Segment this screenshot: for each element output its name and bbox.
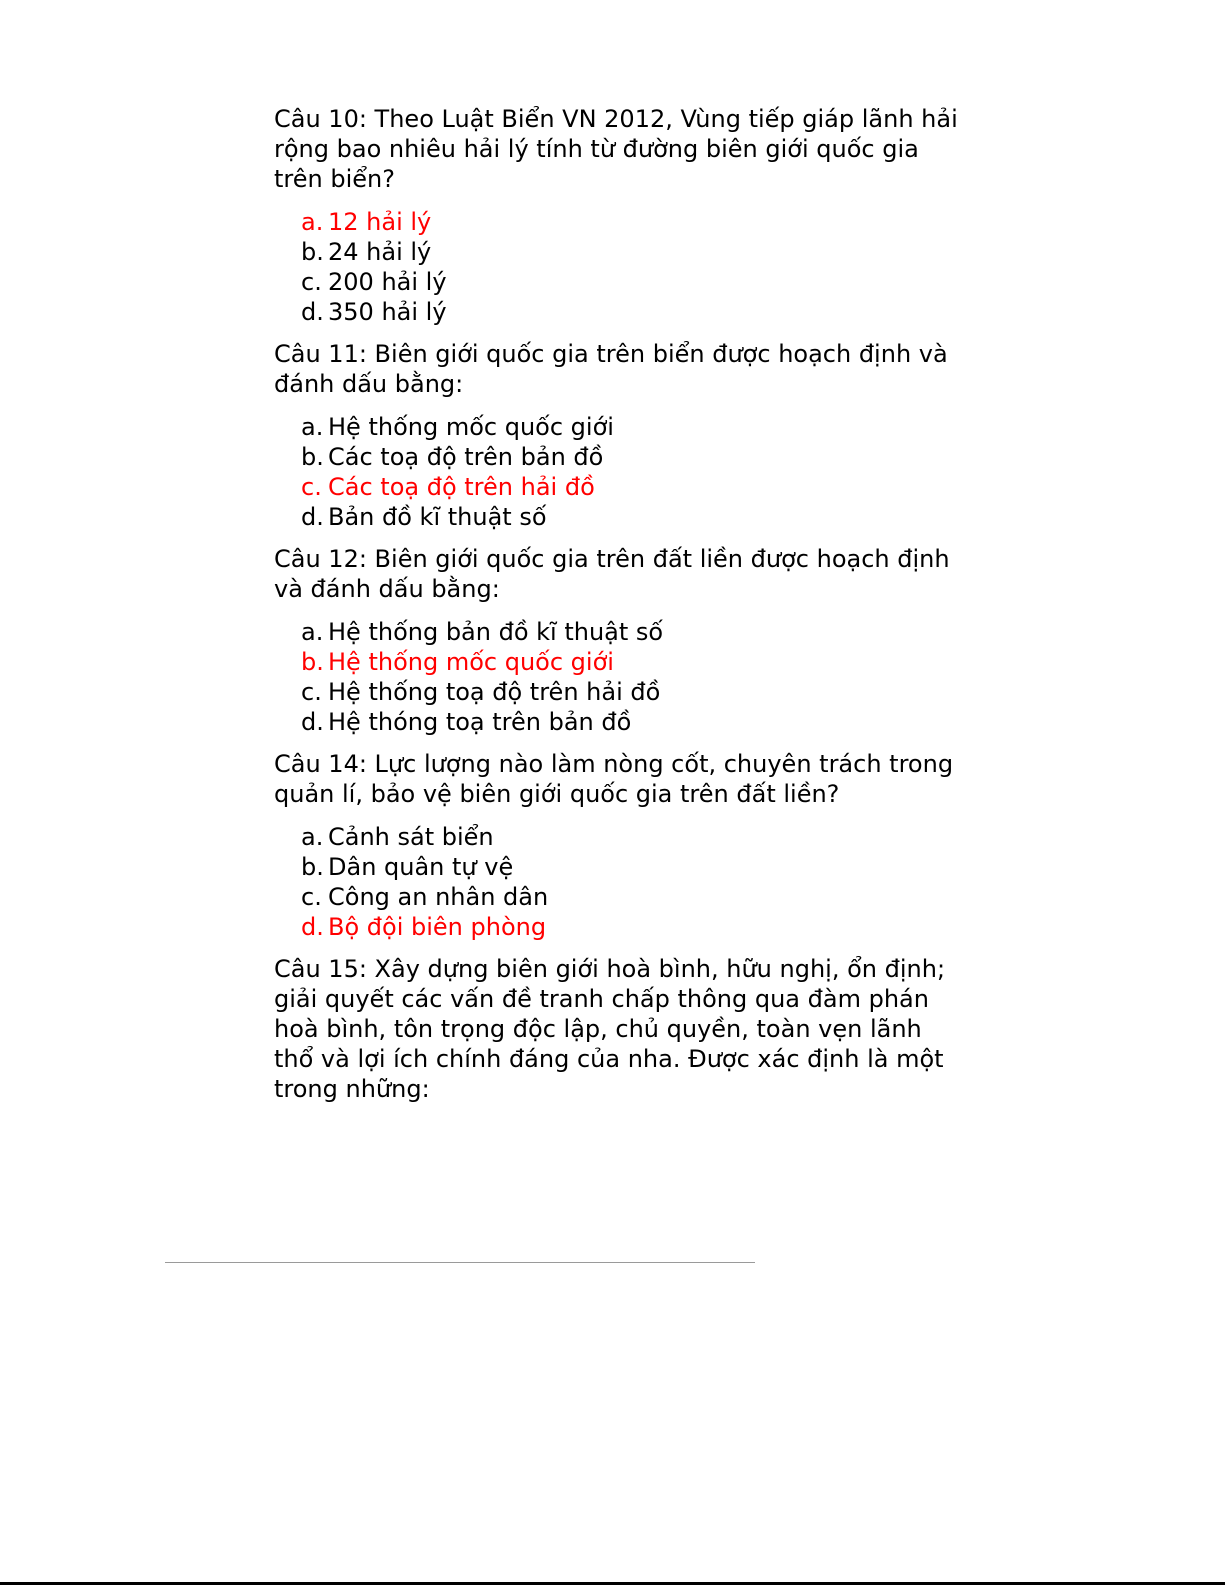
option-letter: b. (301, 648, 324, 676)
option-letter: d. (301, 298, 324, 326)
footer-divider (165, 1262, 755, 1263)
option-text: Các toạ độ trên bản đồ (328, 443, 604, 471)
option-text: Dân quân tự vệ (328, 853, 514, 881)
option-item (301, 412, 964, 442)
option-text: Bản đồ kĩ thuật số (328, 503, 547, 531)
option-letter: b. (301, 443, 324, 471)
option-letter: d. (301, 913, 324, 941)
option-letter: a. (301, 208, 324, 236)
option-text: Bộ đội biên phòng (328, 913, 547, 941)
option-item (301, 237, 964, 267)
option-item (301, 882, 964, 912)
option-list (274, 412, 964, 532)
option-item (301, 822, 964, 852)
option-letter: a. (301, 823, 324, 851)
option-letter: c. (301, 883, 322, 911)
option-letter: d. (301, 503, 324, 531)
option-item (301, 502, 964, 532)
option-item (301, 442, 964, 472)
question-text: Câu 12: Biên giới quốc gia trên đất liền được hoạch định và đánh dấu bằng: (274, 545, 950, 603)
question-text: Câu 11: Biên giới quốc gia trên biển được hoạch định và đánh dấu bằng: (274, 340, 948, 398)
option-text: 24 hải lý (328, 238, 432, 266)
option-text: 200 hải lý (328, 268, 447, 296)
option-letter: c. (301, 268, 322, 296)
option-list (274, 617, 964, 737)
option-text: Hệ thóng toạ trên bản đồ (328, 708, 632, 736)
option-list (274, 207, 964, 327)
option-item (301, 207, 964, 237)
question-11 (274, 339, 964, 532)
option-item (301, 707, 964, 737)
option-text: Hệ thống toạ độ trên hải đồ (328, 678, 661, 706)
option-text: Các toạ độ trên hải đồ (328, 473, 595, 501)
option-text: Hệ thống mốc quốc giới (328, 413, 614, 441)
option-text: Công an nhân dân (328, 883, 549, 911)
option-item (301, 852, 964, 882)
option-letter: c. (301, 678, 322, 706)
option-item (301, 267, 964, 297)
option-text: 12 hải lý (328, 208, 432, 236)
option-letter: c. (301, 473, 322, 501)
question-10 (274, 104, 964, 327)
question-text: Câu 10: Theo Luật Biển VN 2012, Vùng tiếp giáp lãnh hải rộng bao nhiêu hải lý tính từ đường biên giới quốc gia trên biển? (274, 105, 958, 193)
option-text: Hệ thống mốc quốc giới (328, 648, 614, 676)
question-14 (274, 749, 964, 942)
option-letter: a. (301, 413, 324, 441)
question-12 (274, 544, 964, 737)
option-letter: b. (301, 853, 324, 881)
option-letter: a. (301, 618, 324, 646)
option-letter: d. (301, 708, 324, 736)
option-item (301, 617, 964, 647)
option-text: Cảnh sát biển (328, 823, 494, 851)
option-item (301, 472, 964, 502)
question-text: Câu 15: Xây dựng biên giới hoà bình, hữu nghị, ổn định; giải quyết các vấn đề tranh chấp thông qua đàm phán hoà bình, tôn trọng độc lập, chủ quyền, toàn vẹn lãnh thổ và lợi ích chính đáng của nha. Được xác định là một trong những: (274, 955, 946, 1103)
option-item (301, 912, 964, 942)
option-letter: b. (301, 238, 324, 266)
option-text: Hệ thống bản đồ kĩ thuật số (328, 618, 664, 646)
question-text: Câu 14: Lực lượng nào làm nòng cốt, chuyên trách trong quản lí, bảo vệ biên giới quốc gia trên đất liền? (274, 750, 954, 808)
option-list (274, 822, 964, 942)
question-list (274, 104, 964, 1116)
option-item (301, 677, 964, 707)
option-item (301, 297, 964, 327)
option-item (301, 647, 964, 677)
question-15 (274, 954, 964, 1104)
option-text: 350 hải lý (328, 298, 447, 326)
